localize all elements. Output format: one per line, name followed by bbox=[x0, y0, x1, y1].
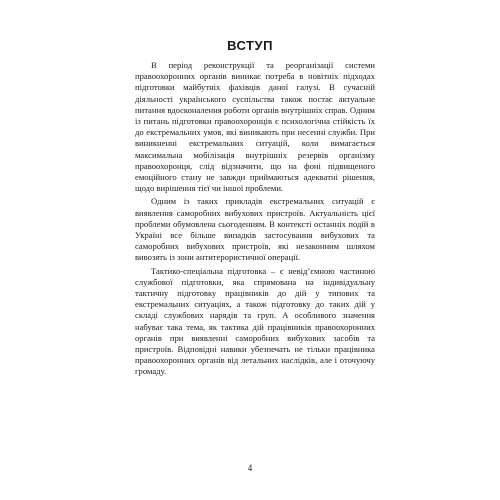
paragraph-1: В період реконструкції та реорганізації системи правоохоронних органів виникає потреба в новітніх підходах підготовки майбутніх фахівців даної галузі. В сучасній діяльності українського суспільства також постає актуальне питання вдосконалення роботи органів внутрішніх справ. Одним із питань підготовки правоохоронців є психологічна стійкість їх до екстремальних умов, які виникають при несенні служби. При виникненні екстремальних ситуацій, коли вимагається максимальна мобілізація внутрішніх резервів організму правоохоронця, слід відзначити, що на фоні підвищеного емоційного стану не завжди приймаються адекватні рішення, щодо вирішення тієї чи іншої проблеми. bbox=[135, 60, 375, 194]
paragraph-3: Тактико-спеціальна підготовка – є невід’ємною частиною службової підготовки, яка спрямована на індивідуальну тактичну підготовку працівників до дій у типових та екстремальних ситуаціях, а також підготовку до таких дій у складі службових нарядів та груп. А особливого значення набуває така тема, як тактика дій працівників правоохоронних органів при виявленні саморобних вибухових засобів та пристроїв. Відповідні навики убезпечать не тільки працівника правоохоронних органів від летальних наслідків, але і оточуючу громаду. bbox=[135, 265, 375, 377]
page-title: ВСТУП bbox=[227, 38, 273, 53]
paragraph-2: Одним із таких прикладів екстремальних ситуацій є виявлення саморобних вибухових пристроїв. Актуальність цієї проблеми обумовлена сьогоденням. В контексті останніх подій в Україні все більше випадків застосування вибухових та саморобних вибухових пристроїв, які незаконним шляхом вивозять із зони антитерористичної операції. bbox=[135, 196, 375, 263]
page-number: 4 bbox=[247, 463, 253, 473]
body-text bbox=[135, 60, 375, 380]
